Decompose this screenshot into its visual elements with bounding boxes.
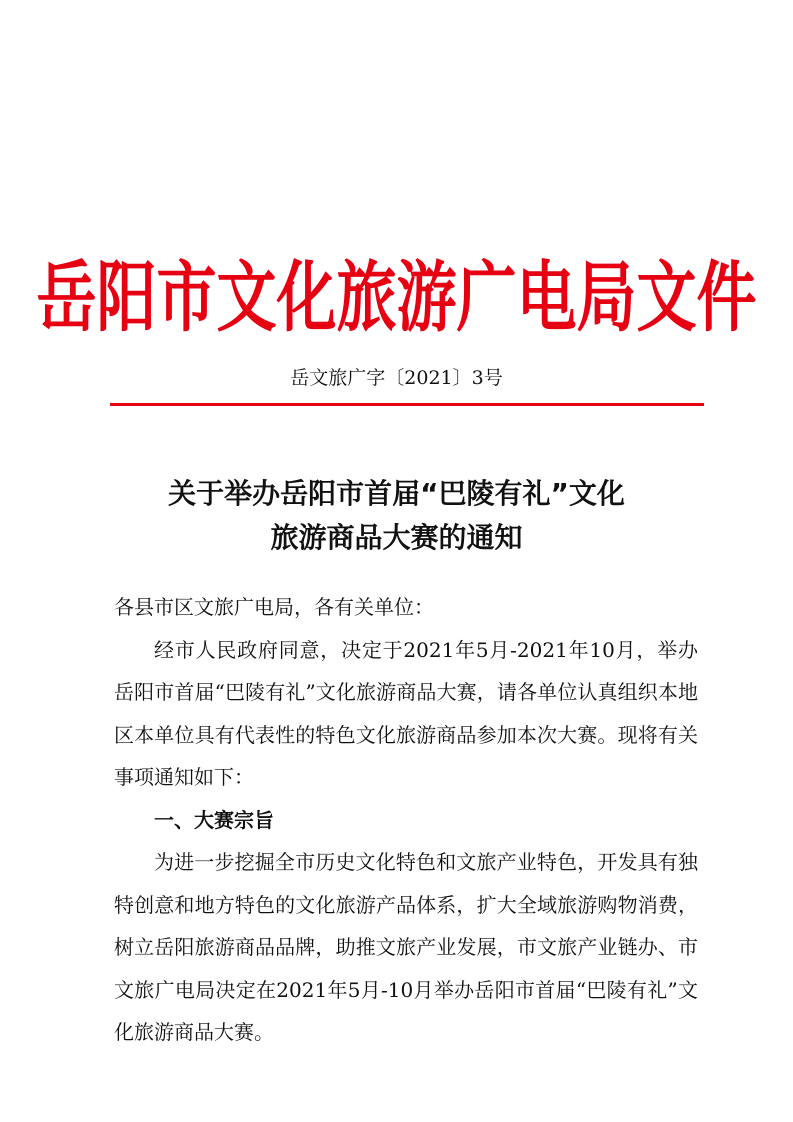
salutation: 各县市区文旅广电局，各有关单位： (114, 595, 434, 619)
notice-body (114, 586, 698, 1054)
notice-title-line-2: 旅游商品大赛的通知 (270, 521, 523, 554)
body-paragraph-1: 经市人民政府同意，决定于2021年5月-2021年10月，举办岳阳市首届“巴陵有礼”文化旅游商品大赛，请各单位认真组织本地区本单位具有代表性的特色文化旅游商品参加本次大赛。现将有关事项通知如下： (114, 637, 698, 789)
section-heading-1: 一、大赛宗旨 (154, 807, 274, 832)
document-number: 岳文旅广字〔2021〕3号 (290, 367, 503, 389)
issuer-banner: 岳阳市文化旅游广电局文件 (36, 253, 757, 344)
notice-title-line-1: 关于举办岳阳市首届“巴陵有礼”文化 (168, 477, 625, 510)
red-divider-line (110, 403, 704, 406)
body-paragraph-2: 为进一步挖掘全市历史文化特色和文旅产业特色，开发具有独特创意和地方特色的文化旅游产品体系，扩大全域旅游购物消费，树立岳阳旅游商品品牌，助推文旅产业发展，市文旅产业链办、市文旅广电局决定在2021年5月-10月举办岳阳市首届“巴陵有礼”文化旅游商品大赛。 (114, 850, 698, 1044)
notice-title (90, 472, 703, 560)
